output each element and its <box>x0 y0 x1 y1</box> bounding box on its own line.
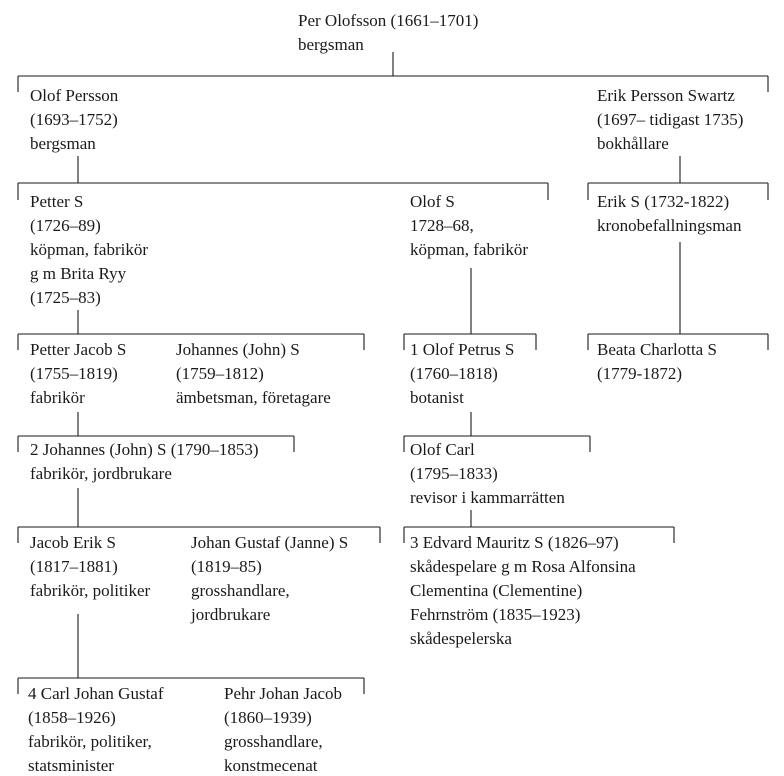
node-jacob-erik-s <box>30 531 150 603</box>
node-line: statsminister <box>28 756 114 775</box>
node-line: Johan Gustaf (Janne) S <box>191 533 349 552</box>
node-line: Erik Persson Swartz <box>597 86 735 105</box>
node-line: (1725–83) <box>30 288 101 307</box>
node-olof-carl <box>410 438 565 510</box>
node-line: Per Olofsson (1661–1701) <box>298 11 479 30</box>
node-line: fabrikör, politiker, <box>28 732 152 751</box>
node-line: Petter Jacob S <box>30 340 127 359</box>
node-line: Johannes (John) S <box>176 340 300 359</box>
node-line: (1759–1812) <box>176 364 264 383</box>
node-carl-johan-gustaf <box>28 682 164 776</box>
node-line: (1726–89) <box>30 216 101 235</box>
node-olof-s <box>410 190 528 262</box>
node-line: (1760–1818) <box>410 364 498 383</box>
node-line: grosshandlare, <box>191 581 290 600</box>
node-line: 2 Johannes (John) S (1790–1853) <box>30 440 259 459</box>
node-line: Erik S (1732-1822) <box>597 192 730 211</box>
node-line: 1728–68, <box>410 216 474 235</box>
node-line: fabrikör, jordbrukare <box>30 464 172 483</box>
node-johan-gustaf-janne-s <box>191 531 348 627</box>
node-line: 1 Olof Petrus S <box>410 340 515 359</box>
node-line: bergsman <box>30 134 96 153</box>
node-line: Clementina (Clementine) <box>410 581 583 600</box>
node-line: 4 Carl Johan Gustaf <box>28 684 164 703</box>
node-line: (1795–1833) <box>410 464 498 483</box>
node-line: (1779-1872) <box>597 364 682 383</box>
node-line: bokhållare <box>597 134 669 153</box>
node-line: g m Brita Ryy <box>30 264 127 283</box>
node-line: Olof S <box>410 192 455 211</box>
node-johannes-john-s-1790 <box>30 438 259 486</box>
node-line: jordbrukare <box>191 605 271 624</box>
node-line: konstmecenat <box>224 756 318 775</box>
node-erik-s <box>597 190 741 238</box>
node-line: Olof Carl <box>410 440 475 459</box>
node-line: (1858–1926) <box>28 708 116 727</box>
node-johannes-john-s-1759 <box>176 338 331 410</box>
node-line: kronobefallningsman <box>597 216 742 235</box>
node-line: revisor i kammarrätten <box>410 488 565 507</box>
node-line: Pehr Johan Jacob <box>224 684 343 703</box>
node-line: Olof Persson <box>30 86 119 105</box>
node-line: bergsman <box>298 35 364 54</box>
node-petter-jacob-s <box>30 338 126 410</box>
node-line: (1697– tidigast 1735) <box>597 110 744 129</box>
node-line: Petter S <box>30 192 84 211</box>
node-line: 3 Edvard Mauritz S (1826–97) <box>410 533 619 552</box>
node-line: Jacob Erik S <box>30 533 116 552</box>
node-line: ämbetsman, företagare <box>176 388 331 407</box>
node-petter-s <box>30 190 148 310</box>
node-per-olofsson <box>298 9 478 57</box>
node-line: köpman, fabrikör <box>410 240 529 259</box>
node-line: Fehrnström (1835–1923) <box>410 605 581 624</box>
node-line: grosshandlare, <box>224 732 323 751</box>
node-line: Beata Charlotta S <box>597 340 717 359</box>
node-line: skådespelerska <box>410 629 512 648</box>
node-line: skådespelare g m Rosa Alfonsina <box>410 557 636 576</box>
node-line: fabrikör, politiker <box>30 581 151 600</box>
node-erik-persson-swartz <box>597 84 743 156</box>
node-line: (1755–1819) <box>30 364 118 383</box>
node-line: (1693–1752) <box>30 110 118 129</box>
node-line: (1817–1881) <box>30 557 118 576</box>
node-beata-charlotta-s <box>597 338 717 386</box>
node-olof-petrus-s <box>410 338 514 410</box>
node-line: fabrikör <box>30 388 85 407</box>
node-line: botanist <box>410 388 464 407</box>
node-olof-persson <box>30 84 118 156</box>
node-edvard-mauritz-s <box>410 531 636 651</box>
node-pehr-johan-jacob <box>224 682 342 776</box>
node-line: (1860–1939) <box>224 708 312 727</box>
node-line: köpman, fabrikör <box>30 240 149 259</box>
node-line: (1819–85) <box>191 557 262 576</box>
